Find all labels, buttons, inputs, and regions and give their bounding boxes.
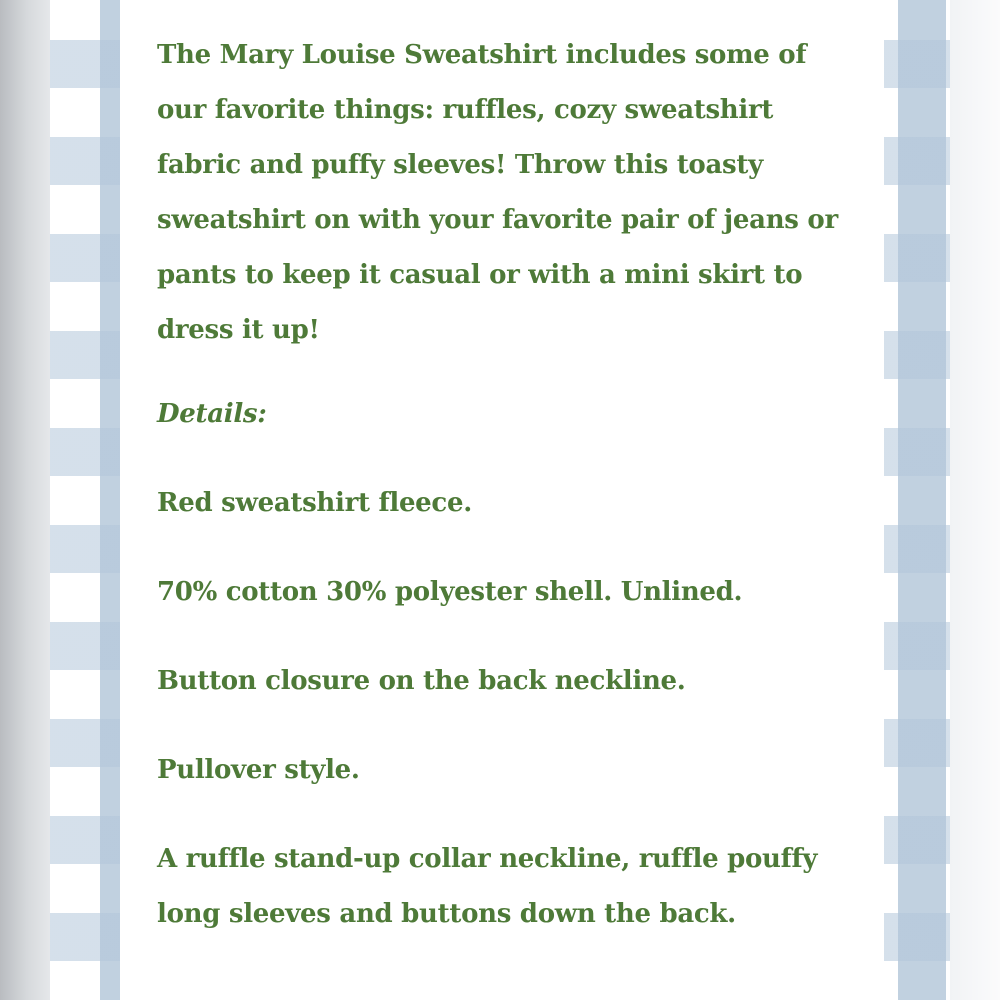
detail-item-collar-sleeves: A ruffle stand-up collar neckline, ruffle pouffy long sleeves and buttons down the back.: [157, 844, 818, 929]
detail-item-fabric: Red sweatshirt fleece.: [157, 488, 472, 518]
gingham-border-left: [50, 0, 120, 1000]
details-list: [157, 476, 857, 942]
detail-item-material: 70% cotton 30% polyester shell. Unlined.: [157, 577, 743, 607]
right-background-edge: [950, 0, 1000, 1000]
detail-item-closure: Button closure on the back neckline.: [157, 666, 686, 696]
details-heading: Details:: [157, 399, 267, 429]
detail-item-style: Pullover style.: [157, 755, 360, 785]
gingham-border-right: [884, 0, 950, 1000]
intro-paragraph: The Mary Louise Sweatshirt includes some of our favorite things: ruffles, cozy sweatshirt fabric and puffy sleeves! Throw this toasty sweatshirt on with your favorite pair of jeans or pants to keep it casual or with a mini skirt to dress it up!: [157, 40, 838, 345]
product-description: [157, 28, 857, 942]
